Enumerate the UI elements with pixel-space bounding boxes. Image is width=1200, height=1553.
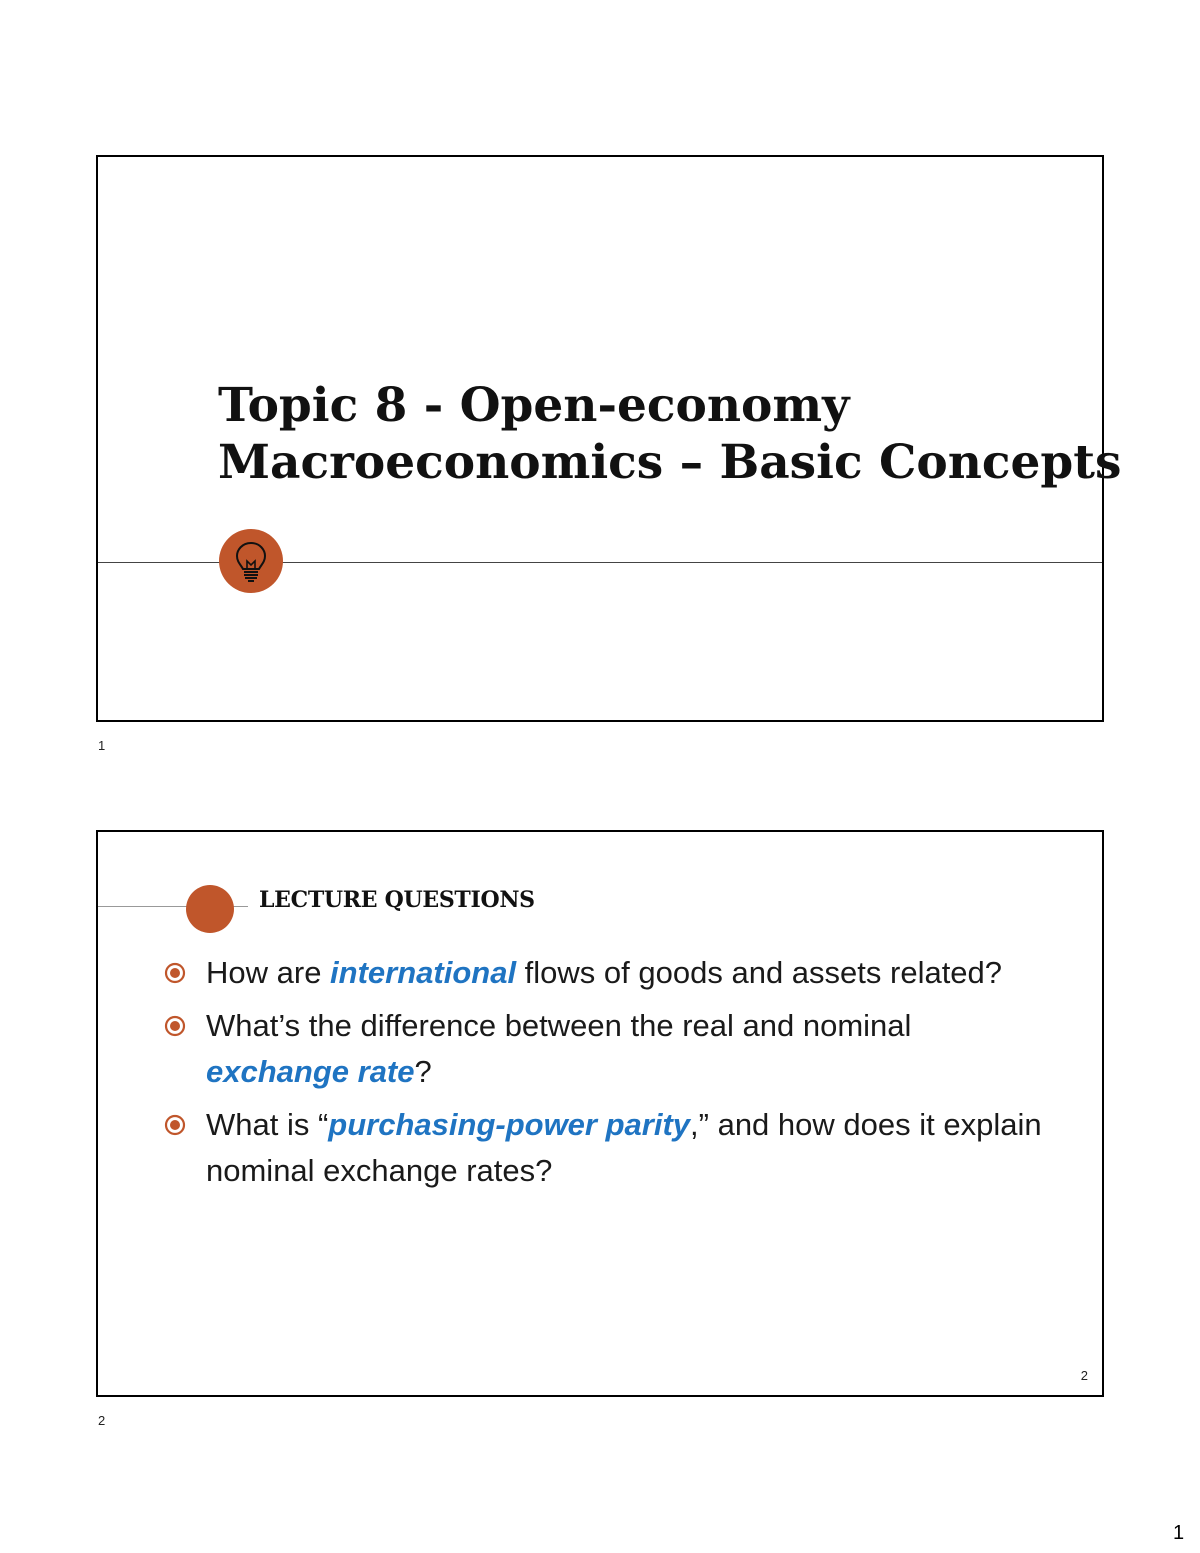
slide-number: 2 bbox=[1080, 1368, 1088, 1383]
bullet-highlight: exchange rate bbox=[206, 1054, 415, 1089]
slide-1-label: 1 bbox=[98, 738, 106, 753]
title-line-1: Topic 8 - Open-economy bbox=[218, 378, 850, 433]
circle-bullet-icon bbox=[164, 962, 186, 984]
bullet-text: ? bbox=[414, 1054, 432, 1089]
lightbulb-icon bbox=[232, 539, 270, 583]
slide-1-title bbox=[218, 377, 1122, 491]
circle-bullet-icon bbox=[164, 1015, 186, 1037]
slide-2-label: 2 bbox=[98, 1413, 106, 1428]
circle-bullet-icon bbox=[164, 1114, 186, 1136]
page-number: 1 bbox=[1173, 1522, 1185, 1544]
bullet-text: flows of goods and assets related? bbox=[516, 955, 1003, 990]
bullet-item bbox=[162, 1003, 1062, 1095]
bullet-text: How are bbox=[206, 955, 331, 990]
bullet-highlight: international bbox=[330, 955, 517, 990]
lightbulb-badge bbox=[219, 529, 283, 593]
slide-2-heading: LECTURE QUESTIONS bbox=[259, 887, 535, 913]
bullet-text: What’s the difference between the real and nominal bbox=[206, 1008, 912, 1043]
bullet-list bbox=[162, 950, 1062, 1201]
title-line-2: Macroeconomics – Basic Concepts bbox=[218, 435, 1122, 490]
slide-2 bbox=[96, 830, 1104, 1397]
bullet-item bbox=[162, 1102, 1062, 1194]
slide-1 bbox=[96, 155, 1122, 722]
bullet-item bbox=[162, 950, 1062, 996]
heading-dot bbox=[186, 885, 234, 933]
bullet-text: What is “ bbox=[206, 1107, 329, 1142]
bullet-highlight: purchasing-power parity bbox=[328, 1107, 691, 1142]
bullet-text: ,” and how does it explain nominal exchange rates? bbox=[206, 1107, 1042, 1188]
